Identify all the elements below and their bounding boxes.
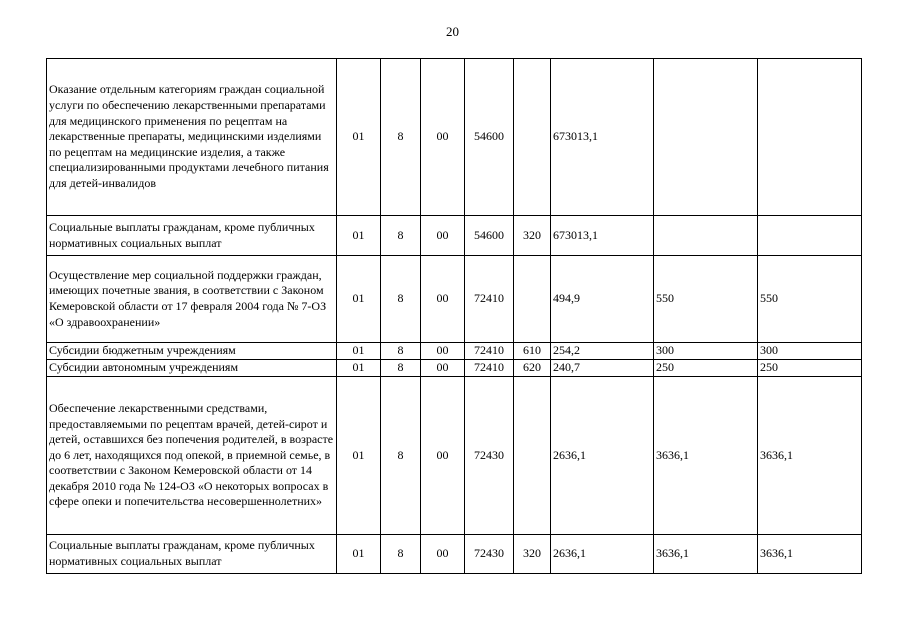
row-name: Социальные выплаты гражданам, кроме публичных нормативных социальных выплат: [47, 535, 337, 574]
row-name: Субсидии бюджетным учреждениям: [47, 343, 337, 360]
code-section: 01: [337, 216, 381, 256]
code-program: 00: [421, 343, 465, 360]
amount-year-2: 550: [654, 256, 758, 343]
code-subsection: 8: [381, 360, 421, 377]
amount-year-1: 673013,1: [551, 59, 654, 216]
code-section: 01: [337, 343, 381, 360]
code-expense-type: [514, 377, 551, 535]
code-section: 01: [337, 360, 381, 377]
amount-year-3: 550: [758, 256, 862, 343]
table-row: [47, 343, 862, 360]
code-subsection: 8: [381, 535, 421, 574]
code-program: 00: [421, 59, 465, 216]
amount-year-2: [654, 216, 758, 256]
code-subsection: 8: [381, 377, 421, 535]
code-expense-type: [514, 59, 551, 216]
code-section: 01: [337, 535, 381, 574]
table-row: [47, 59, 862, 216]
amount-year-3: 3636,1: [758, 535, 862, 574]
code-program: 00: [421, 377, 465, 535]
amount-year-2: 300: [654, 343, 758, 360]
amount-year-1: 240,7: [551, 360, 654, 377]
row-name: Обеспечение лекарственными средствами, предоставляемыми по рецептам врачей, детей-сирот и детей, оставшихся без попечения родителей, в возрасте до 6 лет, находящихся под опекой, в приемной семье, в соответствии с Законом Кемеровской области от 14 декабря 2010 года № 124-ОЗ «О некоторых вопросах в сфере опеки и попечительства несовершеннолетних»: [47, 377, 337, 535]
amount-year-1: 2636,1: [551, 377, 654, 535]
code-program: 00: [421, 216, 465, 256]
table-row: [47, 216, 862, 256]
amount-year-3: [758, 216, 862, 256]
code-expense-type: 320: [514, 216, 551, 256]
amount-year-3: 300: [758, 343, 862, 360]
table-row: [47, 377, 862, 535]
code-target: 54600: [465, 59, 514, 216]
amount-year-1: 254,2: [551, 343, 654, 360]
code-subsection: 8: [381, 59, 421, 216]
code-target: 72430: [465, 535, 514, 574]
code-section: 01: [337, 256, 381, 343]
row-name: Социальные выплаты гражданам, кроме публичных нормативных социальных выплат: [47, 216, 337, 256]
amount-year-3: 250: [758, 360, 862, 377]
code-program: 00: [421, 360, 465, 377]
code-program: 00: [421, 535, 465, 574]
amount-year-1: 673013,1: [551, 216, 654, 256]
table-row: [47, 360, 862, 377]
code-subsection: 8: [381, 256, 421, 343]
amount-year-2: 3636,1: [654, 377, 758, 535]
amount-year-2: 3636,1: [654, 535, 758, 574]
code-expense-type: [514, 256, 551, 343]
code-target: 72410: [465, 343, 514, 360]
code-target: 72410: [465, 256, 514, 343]
row-name: Осуществление мер социальной поддержки граждан, имеющих почетные звания, в соответствии с Законом Кемеровской области от 17 февраля 2004 года № 7-ОЗ «О здравоохранении»: [47, 256, 337, 343]
code-target: 72410: [465, 360, 514, 377]
amount-year-2: [654, 59, 758, 216]
code-expense-type: 610: [514, 343, 551, 360]
amount-year-2: 250: [654, 360, 758, 377]
code-program: 00: [421, 256, 465, 343]
code-expense-type: 620: [514, 360, 551, 377]
table-row: [47, 256, 862, 343]
amount-year-3: [758, 59, 862, 216]
amount-year-1: 2636,1: [551, 535, 654, 574]
amount-year-1: 494,9: [551, 256, 654, 343]
budget-table: [46, 58, 862, 574]
code-expense-type: 320: [514, 535, 551, 574]
code-section: 01: [337, 59, 381, 216]
code-target: 72430: [465, 377, 514, 535]
code-section: 01: [337, 377, 381, 535]
code-target: 54600: [465, 216, 514, 256]
row-name: Оказание отдельным категориям граждан социальной услуги по обеспечению лекарственными препаратами для медицинского применения по рецептам на лекарственные препараты, медицинскими изделиями по рецептам на медицинские изделия, а также специализированными продуктами лечебного питания для детей-инвалидов: [47, 59, 337, 216]
code-subsection: 8: [381, 216, 421, 256]
page-number: 20: [446, 24, 459, 39]
amount-year-3: 3636,1: [758, 377, 862, 535]
row-name: Субсидии автономным учреждениям: [47, 360, 337, 377]
code-subsection: 8: [381, 343, 421, 360]
table-row: [47, 535, 862, 574]
